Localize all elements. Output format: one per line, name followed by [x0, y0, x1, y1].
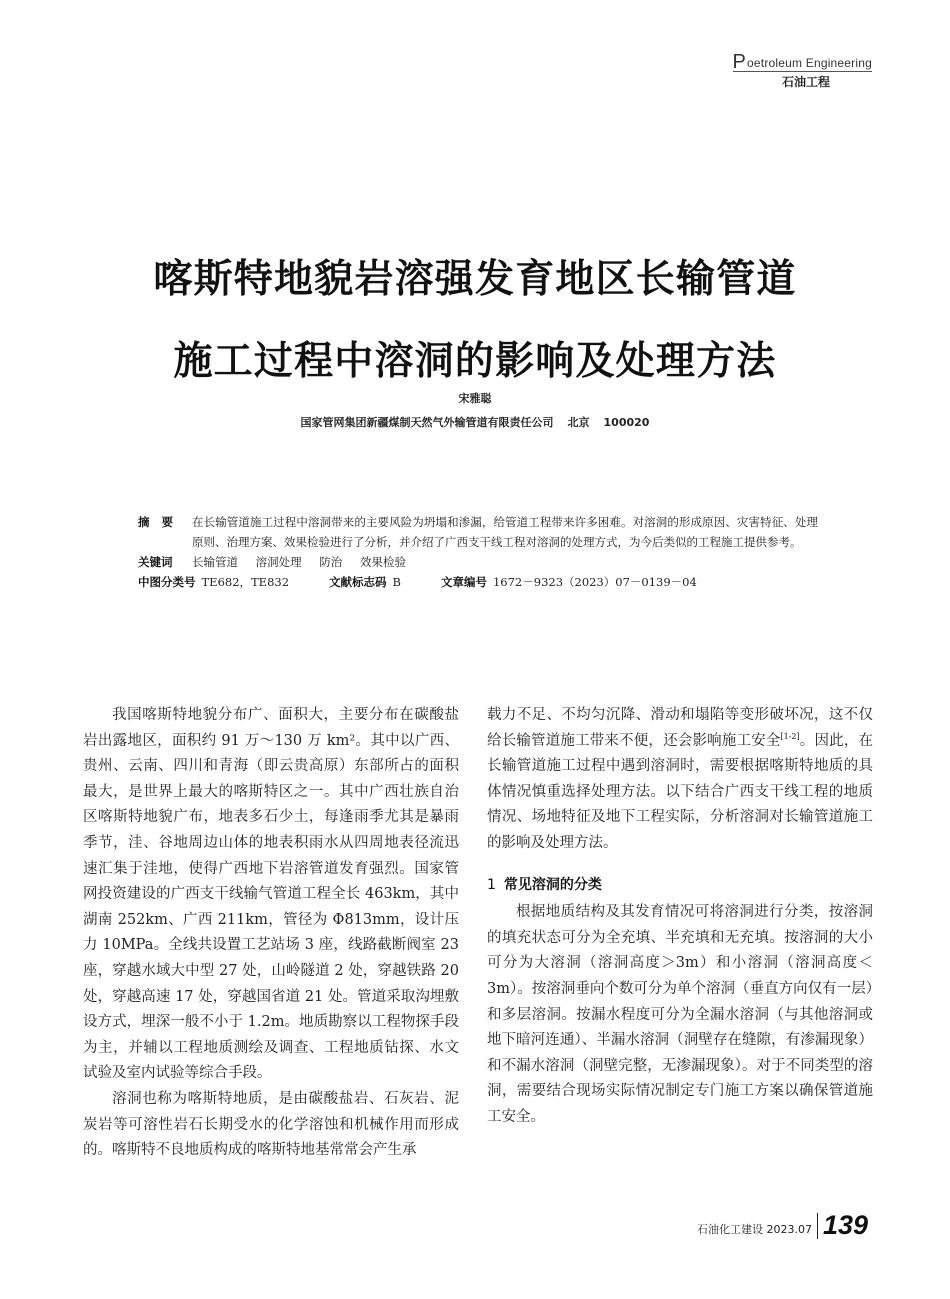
abstract-block: [138, 512, 818, 592]
body-column-right: [487, 703, 873, 1131]
paragraph-text: 。因此，在长输管道施工过程中遇到溶洞时，需要根据喀斯特地质的具体情况慎重选择处理方法。以下结合广西支干线工程的地质情况、场地特征及地下工程实际，分析溶洞对长输管道施工的影响及处理方法。: [487, 732, 873, 851]
keyword-item: 长输管道: [192, 555, 238, 569]
footer-divider: [817, 1213, 818, 1239]
keyword-item: 溶洞处理: [255, 555, 302, 569]
journal-brand-english: [732, 51, 873, 73]
article-number-value: 1672－9323（2023）07－0139－04: [492, 575, 697, 589]
abstract-text: 在长输管道施工过程中溶洞带来的主要风险为坍塌和渗漏，给管道工程带来许多困难。对溶洞的形成原因、灾害特征、处理原则、治理方案、效果检验进行了分析，并介绍了广西支干线工程对溶洞的处理方式，为今后类似的工程施工提供参考。: [192, 515, 818, 549]
body-paragraph-continued: [487, 703, 873, 857]
journal-brand: [733, 52, 873, 90]
page-number: 139: [822, 1210, 868, 1240]
document-code-label: 文献标志码: [329, 575, 387, 589]
clc-value: TE682，TE832: [201, 575, 290, 589]
article-number-label: 文章编号: [440, 575, 487, 589]
affiliation-city: 北京: [567, 416, 590, 429]
page-footer: [697, 1210, 868, 1241]
section-heading: [487, 873, 873, 899]
article-title-line-2: 施工过程中溶洞的影响及处理方法: [173, 339, 777, 384]
footer-journal-issue: 石油化工建设 2023.07: [696, 1222, 812, 1236]
keywords-list: [192, 552, 818, 572]
author-name: 宋雅聪: [458, 392, 492, 405]
body-paragraph: 根据地质结构及其发育情况可将溶洞进行分类，按溶洞的填充状态可分为全充填、半充填和无充填。按溶洞的大小可分为大溶洞（溶洞高度＞3m）和小溶洞（溶洞高度＜3m）。按溶洞垂向个数可分为单个溶洞（垂直方向仅有一层）和多层溶洞。按漏水程度可分为全漏水溶洞（与其他溶洞或地下暗河连通）、半漏水溶洞（洞壁存在缝隙，有渗漏现象）和不漏水溶洞（洞壁完整，无渗漏现象）。对于不同类型的溶洞，需要结合现场实际情况制定专门施工方案以确保管道施工安全。: [487, 904, 873, 1125]
abstract-label: 摘要: [138, 515, 185, 529]
keyword-item: 效果检验: [359, 555, 406, 569]
journal-brand-chinese: 石油工程: [781, 75, 830, 89]
section-number: 1: [487, 876, 496, 893]
abstract-row: [138, 512, 818, 552]
affiliation-postcode: 100020: [603, 416, 650, 429]
keyword-item: 防治: [319, 555, 343, 569]
author-affiliation: [0, 414, 950, 430]
body-paragraph: 溶洞也称为喀斯特地质，是由碳酸盐岩、石灰岩、泥炭岩等可溶性岩石长期受水的化学溶蚀和机械作用而形成的。喀斯特不良地质构成的喀斯特地基常常会产生承: [83, 1090, 459, 1159]
classification-row: [138, 572, 818, 592]
document-code-value: B: [392, 575, 401, 589]
citation-reference: [1-2]: [780, 731, 800, 741]
clc-label: 中图分类号: [138, 575, 196, 589]
brand-initial: P: [732, 51, 747, 73]
body-column-left: [83, 703, 459, 1164]
affiliation-organization: 国家管网集团新疆煤制天然气外输管道有限责任公司: [300, 416, 554, 429]
body-paragraph: 我国喀斯特地貌分布广、面积大，主要分布在碳酸盐岩出露地区，面积约 91 万～130 万 km²。其中以广西、贵州、云南、四川和青海（即云贵高原）东部所占的面积最大，是世界上最大的喀斯特区之一。其中广西壮族自治区喀斯特地貌广布，地表多石少土，每逢雨季尤其是暴雨季节，洼、谷地周边山体的地表积雨水从四周地表径流迅速汇集于洼地，使得广西地下岩溶管道发育强烈。国家管网投资建设的广西支干线输气管道工程全长 463km，其中湖南 252km、广西 211km，管径为 Φ813mm，设计压力 10MPa。全线共设置工艺站场 3 座，线路截断阀室 23 座，穿越水域大中型 27 处，山岭隧道 2 处，穿越铁路 20 处，穿越高速 17 处，穿越国省道 21 处。管道采取沟埋敷设方式，埋深一般不小于 1.2m。地质勘察以工程物探手段为主，并辅以工程地质测绘及调查、工程地质钻探、水文试验及室内试验等综合手段。: [83, 707, 459, 1082]
brand-english-rest: oetroleum Engineering: [747, 56, 872, 70]
section-title: 常见溶洞的分类: [503, 876, 602, 893]
article-title-line-1: 喀斯特地貌岩溶强发育地区长输管道: [153, 257, 797, 302]
paragraph-text: 载力不足、不均匀沉降、滑动和塌陷等变形破坏况，这不仅给长输管道施工带来不便，还会影响施工安全: [487, 707, 873, 749]
keywords-label: 关键词: [138, 555, 173, 569]
keywords-row: [138, 552, 818, 572]
